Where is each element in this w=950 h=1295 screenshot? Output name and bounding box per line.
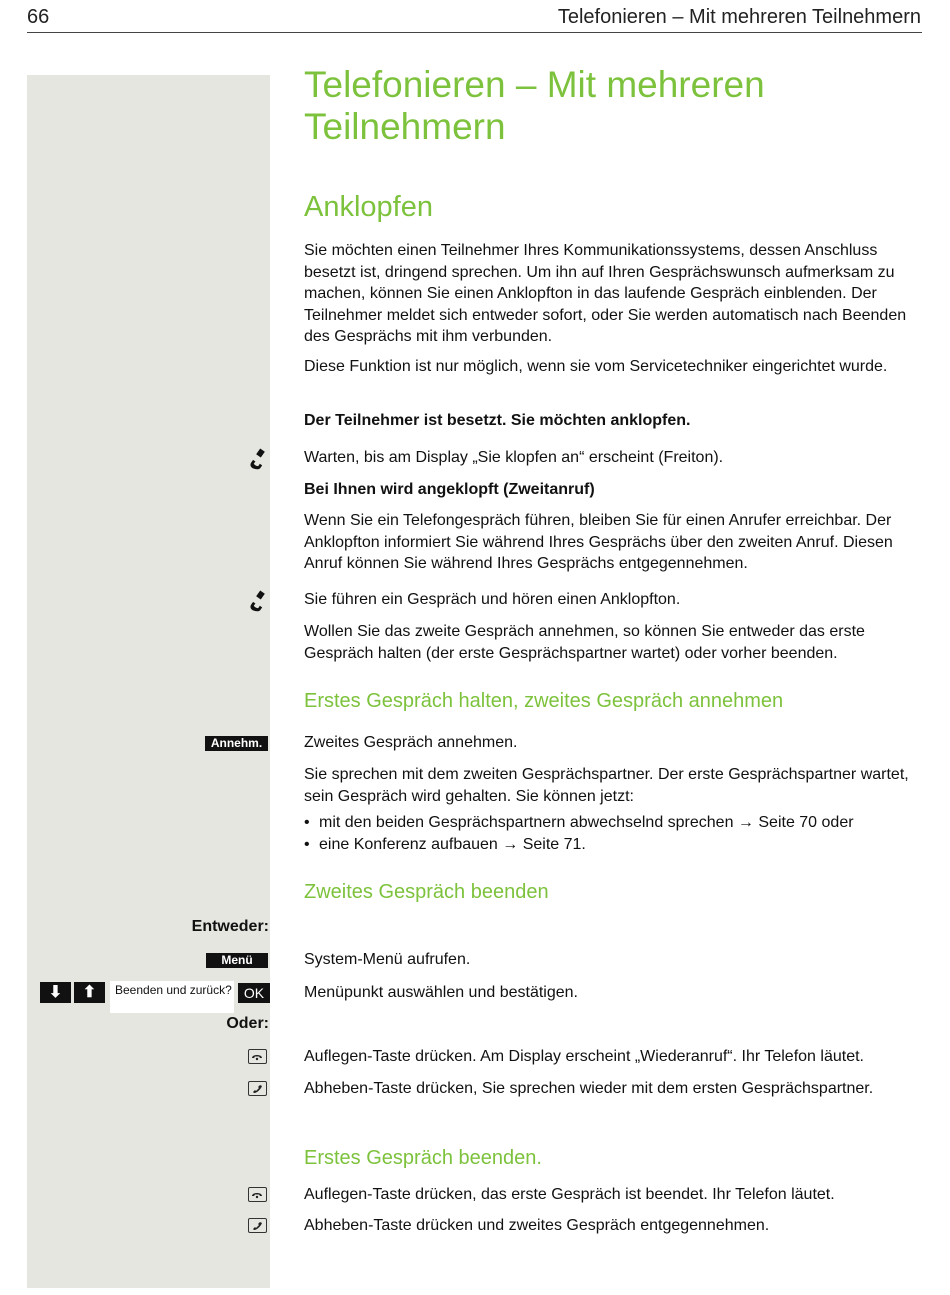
- step-pickup: Abheben-Taste drücken, Sie sprechen wieder mit dem ersten Gesprächspartner.: [304, 1080, 874, 1097]
- section-heading-anklopfen: Anklopfen: [304, 191, 433, 223]
- annehm-softkey[interactable]: Annehm.: [205, 736, 268, 751]
- step1-block: [304, 447, 924, 469]
- halten-bullet-list: [304, 812, 924, 855]
- anklopfen-para4: Wollen Sie das zweite Gespräch annehmen, so können Sie entweder das erste Gespräch halten (der erste Gesprächspartner wartet) oder vorher beenden.: [304, 623, 865, 662]
- section-zweites-beenden: [304, 880, 924, 904]
- anklopfen-para1: Sie möchten einen Teilnehmer Ihres Kommunikationssystems, dessen Anschluss besetzt ist, dringend sprechen. Um ihn auf Ihren Gesprächswunsch aufmerksam zu machen, können Sie einen Anklopfton in das laufende Gespräch einblenden. Der Teilnehmer meldet sich entweder sofort, oder Sie werden automatisch nach Beenden des Gesprächs mit ihm verbunden.: [304, 242, 907, 345]
- anklopfen-para2: Diese Funktion ist nur möglich, wenn sie vom Servicetechniker eingerichtet wurde.: [304, 358, 888, 375]
- anklopfen-para3: Wenn Sie ein Telefongespräch führen, bleiben Sie für einen Anrufer erreichbar. Der Anklopfton informiert Sie während Ihres Gesprächs über den zweiten Anruf. Diesen Anruf können Sie während Ihres Gesprächs entgegennehmen.: [304, 512, 893, 572]
- step-select: Menüpunkt auswählen und bestätigen.: [304, 984, 578, 1001]
- header-divider: [27, 32, 922, 33]
- handset-icon: [246, 447, 270, 471]
- running-title: Telefonieren – Mit mehreren Teilnehmern: [557, 6, 921, 28]
- anklopfen-para1-block: [304, 240, 924, 348]
- list-item: • mit den beiden Gesprächspartnern abwechselnd sprechen → Seite 70 oder: [304, 812, 924, 834]
- section-erstes-beenden: [304, 1146, 924, 1170]
- pickup-key-icon[interactable]: [248, 1218, 267, 1233]
- page-title: Telefonieren – Mit mehreren Teilnehmern: [304, 64, 765, 147]
- menu-item-beenden[interactable]: Beenden und zurück?: [110, 981, 234, 1013]
- menu-softkey[interactable]: Menü: [206, 953, 268, 968]
- erstes-step-pickup-block: [304, 1215, 924, 1237]
- halten-para: Sie sprechen mit dem zweiten Gesprächspartner. Der erste Gesprächspartner wartet, sein Gespräch wird gehalten. Sie können jetzt:: [304, 766, 909, 805]
- halten-step: Zweites Gespräch annehmen.: [304, 734, 518, 751]
- erstes-step-hangup-block: [304, 1184, 924, 1206]
- anklopfen-step2: Sie führen ein Gespräch und hören einen Anklopfton.: [304, 591, 681, 608]
- arrow-down-icon[interactable]: ⬇: [40, 982, 71, 1003]
- anklopfen-para3-block: [304, 510, 924, 575]
- step-pickup-block: [304, 1078, 924, 1100]
- halten-para-block: [304, 764, 924, 807]
- anklopfen-bold2-block: [304, 479, 924, 501]
- pickup-key-icon[interactable]: [248, 1081, 267, 1096]
- anklopfen-para2-block: [304, 356, 924, 378]
- list-item: • eine Konferenz aufbauen → Seite 71.: [304, 834, 924, 856]
- handset-icon: [246, 589, 270, 613]
- margin-column: [27, 75, 270, 1288]
- section-halten: [304, 689, 924, 713]
- section-heading-halten: Erstes Gespräch halten, zweites Gespräch annehmen: [304, 690, 784, 712]
- halten-bullets-block: [304, 812, 924, 855]
- step-select-block: [304, 982, 924, 1004]
- step-menu-block: [304, 949, 924, 971]
- step2-block: [304, 589, 924, 611]
- label-entweder: Entweder:: [191, 918, 269, 935]
- hangup-key-icon[interactable]: [248, 1187, 267, 1202]
- ok-button[interactable]: OK: [238, 983, 270, 1003]
- anklopfen-step1: Warten, bis am Display „Sie klopfen an“ erscheint (Freiton).: [304, 449, 724, 466]
- label-oder: Oder:: [226, 1015, 269, 1032]
- anklopfen-bold2: Bei Ihnen wird angeklopft (Zweitanruf): [304, 481, 595, 498]
- arrow-up-icon[interactable]: ⬆: [74, 982, 105, 1003]
- halten-step-block: [304, 732, 924, 754]
- step-hangup: Auflegen-Taste drücken. Am Display erscheint „Wiederanruf“. Ihr Telefon läutet.: [304, 1048, 864, 1065]
- erstes-step-hangup: Auflegen-Taste drücken, das erste Gespräch ist beendet. Ihr Telefon läutet.: [304, 1186, 835, 1203]
- erstes-step-pickup: Abheben-Taste drücken und zweites Gespräch entgegennehmen.: [304, 1217, 770, 1234]
- section-heading-zweites-beenden: Zweites Gespräch beenden: [304, 881, 549, 903]
- page-number: 66: [27, 6, 50, 28]
- page-title-block: [304, 64, 924, 148]
- step-menu: System-Menü aufrufen.: [304, 951, 471, 968]
- anklopfen-bold1-block: [304, 410, 924, 432]
- anklopfen-bold1: Der Teilnehmer ist besetzt. Sie möchten anklopfen.: [304, 412, 691, 429]
- step-hangup-block: [304, 1046, 924, 1068]
- section-anklopfen: [304, 190, 924, 224]
- hangup-key-icon[interactable]: [248, 1049, 267, 1064]
- section-heading-erstes-beenden: Erstes Gespräch beenden.: [304, 1147, 542, 1169]
- anklopfen-para4-block: [304, 621, 924, 664]
